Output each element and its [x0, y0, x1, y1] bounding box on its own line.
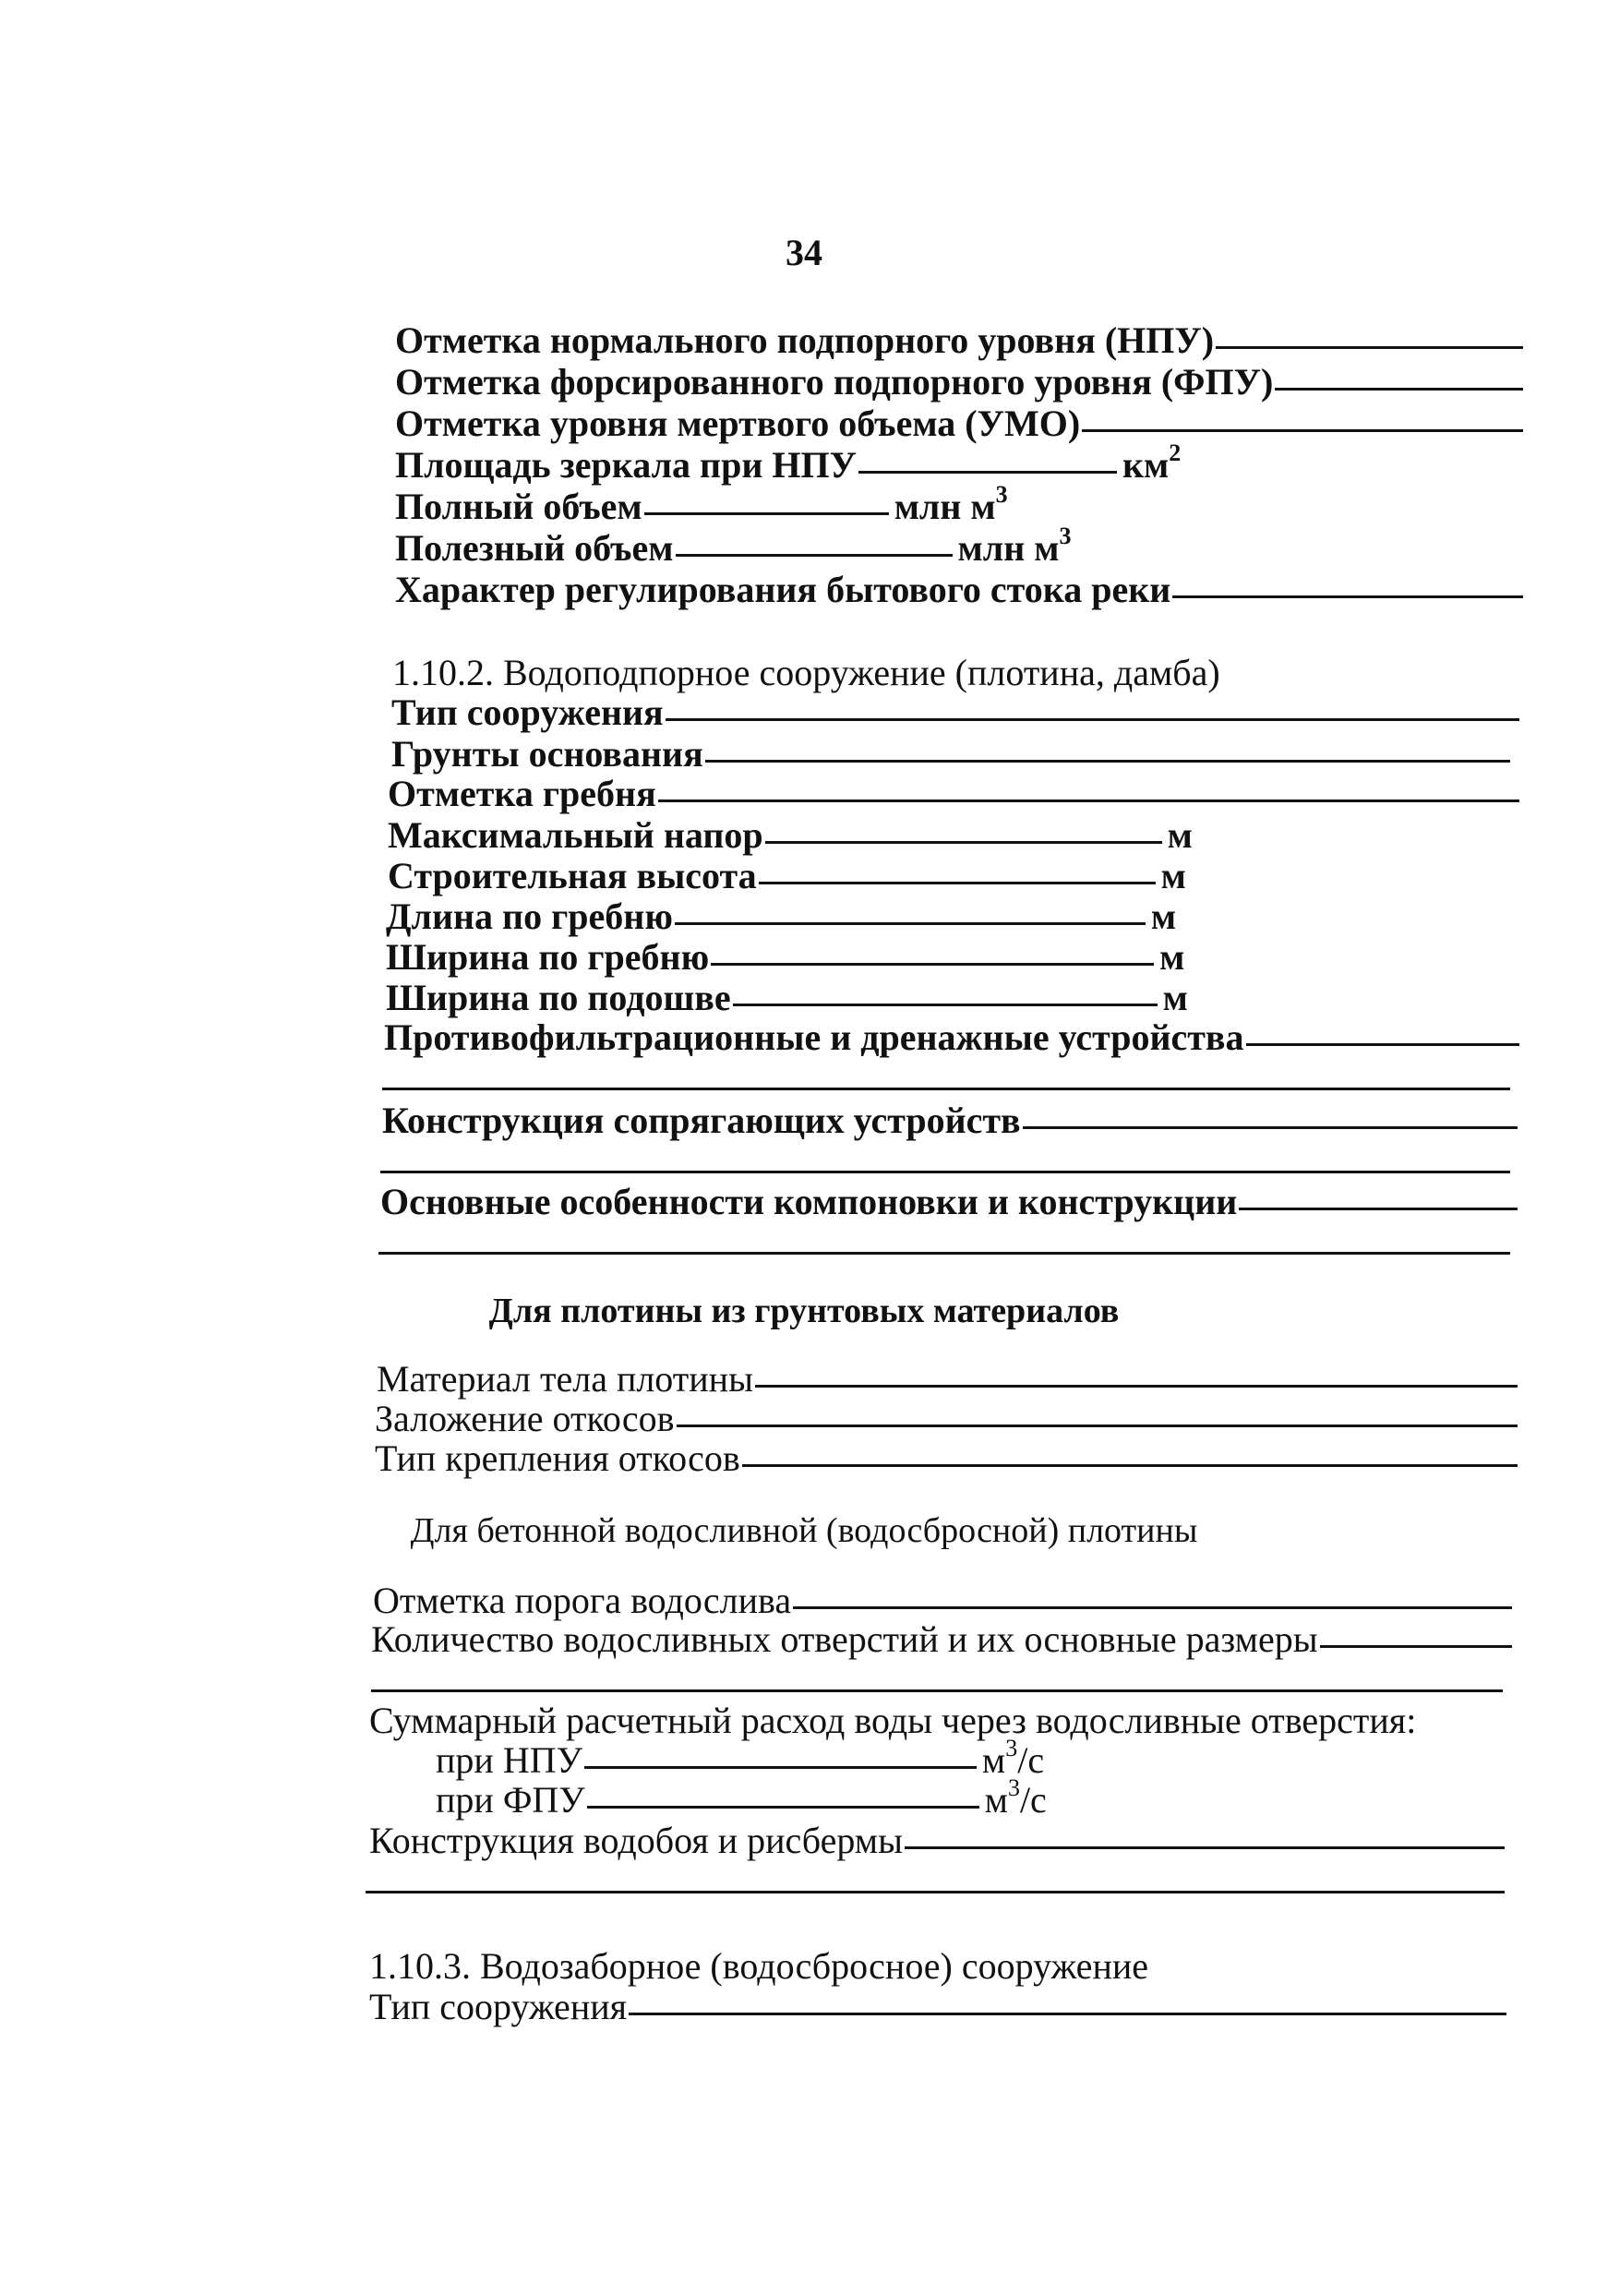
slopes-field[interactable] [375, 1397, 1518, 1440]
discharge-label: Суммарный расчетный расход воды через водосливные отверстия: [369, 1700, 1417, 1741]
intake-type-field[interactable] [369, 1985, 1506, 2028]
base-width-blank[interactable] [733, 1003, 1158, 1006]
npu-field[interactable] [395, 319, 1523, 362]
intake-heading-text: 1.10.3. Водозаборное (водосбросное) сооружение [369, 1945, 1149, 1987]
filtration-field[interactable] [384, 1016, 1519, 1059]
stilling-field[interactable] [369, 1819, 1505, 1862]
crest-level-blank[interactable] [658, 799, 1519, 802]
dam-heading-text: 1.10.2. Водоподпорное сооружение (плотина, дамба) [392, 652, 1220, 693]
discharge-fpu-label: при ФПУ [436, 1779, 585, 1821]
connections-field[interactable] [382, 1099, 1518, 1142]
stilling-blank[interactable] [905, 1845, 1505, 1849]
layout-field[interactable] [380, 1180, 1518, 1223]
umo-field[interactable] [395, 402, 1523, 445]
crest-length-unit: м [1150, 896, 1177, 937]
soils-label: Грунты основания [391, 733, 703, 775]
earth-dam-heading-text: Для плотины из грунтовых материалов [488, 1292, 1120, 1330]
filtration-label: Противофильтрационные и дренажные устройства [384, 1016, 1244, 1058]
base-width-label: Ширина по подошве [386, 977, 731, 1018]
npu-blank[interactable] [1216, 345, 1523, 349]
intake-type-blank[interactable] [629, 2012, 1506, 2015]
openings-field[interactable] [371, 1617, 1512, 1661]
discharge-npu-unit: $м^3/с$ [981, 1735, 1045, 1781]
openings-label: Количество водосливных отверстий и их основные размеры [371, 1618, 1318, 1660]
sill-level-label: Отметка порога водослива [373, 1580, 792, 1621]
height-unit: м [1160, 855, 1186, 896]
full-volume-field[interactable] [395, 481, 1008, 528]
crest-level-field[interactable] [388, 772, 1519, 815]
intake-type-label: Тип сооружения [369, 1986, 628, 2027]
layout-extra-line[interactable] [378, 1252, 1510, 1255]
discharge-fpu-blank[interactable] [587, 1805, 979, 1809]
max-head-blank[interactable] [765, 840, 1162, 844]
height-field[interactable] [388, 854, 1186, 897]
full-volume-blank[interactable] [644, 511, 889, 515]
sill-level-field[interactable] [373, 1579, 1512, 1622]
fpu-field[interactable] [395, 360, 1523, 403]
fpu-label: Отметка форсированного подпорного уровня (ФПУ) [395, 361, 1274, 403]
soils-field[interactable] [391, 732, 1510, 775]
fpu-blank[interactable] [1275, 387, 1523, 391]
concrete-dam-heading [0, 1510, 1608, 1551]
dam-heading [392, 651, 1220, 694]
useful-volume-field[interactable] [395, 523, 1072, 570]
material-blank[interactable] [755, 1384, 1518, 1388]
regulation-label: Характер регулирования бытового стока реки [395, 569, 1171, 610]
slopes-blank[interactable] [677, 1424, 1518, 1427]
dam-type-blank[interactable] [666, 717, 1519, 721]
discharge-npu-field[interactable] [436, 1735, 1045, 1782]
earth-dam-heading [0, 1291, 1608, 1331]
stilling-label: Конструкция водобоя и рисбермы [369, 1820, 903, 1861]
useful-volume-blank[interactable] [676, 553, 953, 557]
crest-width-field[interactable] [386, 935, 1184, 979]
area-field[interactable] [395, 439, 1182, 487]
dam-type-field[interactable] [391, 691, 1519, 734]
filtration-blank[interactable] [1246, 1042, 1519, 1046]
discharge-fpu-field[interactable] [436, 1774, 1047, 1821]
discharge-label-line [369, 1699, 1416, 1742]
useful-volume-unit: млн $м^3$ [957, 523, 1072, 569]
crest-width-blank[interactable] [711, 962, 1154, 966]
full-volume-unit: млн $м^3$ [894, 481, 1008, 527]
umo-blank[interactable] [1082, 428, 1523, 432]
concrete-dam-heading-text: Для бетонной водосливной (водосбросной) плотины [410, 1511, 1198, 1550]
crest-length-field[interactable] [386, 895, 1176, 938]
crest-length-blank[interactable] [675, 921, 1146, 925]
crest-width-label: Ширина по гребню [386, 936, 710, 978]
crest-width-unit: м [1159, 936, 1185, 978]
base-width-field[interactable] [386, 976, 1188, 1019]
discharge-npu-blank[interactable] [584, 1765, 977, 1769]
layout-blank[interactable] [1239, 1207, 1518, 1210]
openings-extra-line[interactable] [371, 1689, 1503, 1692]
crest-level-label: Отметка гребня [388, 773, 656, 814]
regulation-blank[interactable] [1172, 595, 1523, 598]
npu-label: Отметка нормального подпорного уровня (НПУ) [395, 319, 1215, 361]
area-blank[interactable] [858, 470, 1117, 474]
max-head-field[interactable] [388, 813, 1193, 857]
useful-volume-label: Полезный объем [395, 527, 674, 569]
area-unit: $км^2$ [1122, 439, 1182, 486]
sill-level-blank[interactable] [793, 1605, 1512, 1609]
discharge-fpu-unit: $м^3/с$ [984, 1774, 1047, 1821]
height-blank[interactable] [759, 881, 1156, 884]
connections-blank[interactable] [1023, 1125, 1518, 1129]
slopes-label: Заложение откосов [375, 1398, 675, 1439]
dam-type-label: Тип сооружения [391, 691, 664, 733]
material-label: Материал тела плотины [377, 1358, 753, 1400]
crest-length-label: Длина по гребню [386, 896, 673, 937]
openings-blank[interactable] [1320, 1644, 1512, 1648]
discharge-npu-label: при НПУ [436, 1739, 582, 1781]
slope-protection-field[interactable] [375, 1437, 1518, 1480]
height-label: Строительная высота [388, 855, 757, 896]
base-width-unit: м [1162, 977, 1188, 1018]
layout-label: Основные особенности компоновки и конструкции [380, 1181, 1238, 1222]
stilling-extra-line[interactable] [366, 1891, 1505, 1893]
regulation-field[interactable] [395, 568, 1523, 611]
connections-extra-line[interactable] [380, 1171, 1510, 1173]
page-number: 34 [786, 232, 822, 273]
slope-protection-blank[interactable] [742, 1463, 1518, 1467]
area-label: Площадь зеркала при НПУ [395, 444, 857, 486]
umo-label: Отметка уровня мертвого объема (УМО) [395, 403, 1081, 444]
intake-heading [369, 1944, 1148, 1988]
full-volume-label: Полный объем [395, 486, 642, 527]
slope-protection-label: Тип крепления откосов [375, 1437, 740, 1479]
connections-label: Конструкция сопрягающих устройств [382, 1100, 1021, 1141]
filtration-extra-line[interactable] [382, 1088, 1510, 1090]
max-head-unit: м [1167, 814, 1193, 856]
soils-blank[interactable] [705, 759, 1510, 763]
max-head-label: Максимальный напор [388, 814, 763, 856]
material-field[interactable] [377, 1357, 1518, 1400]
